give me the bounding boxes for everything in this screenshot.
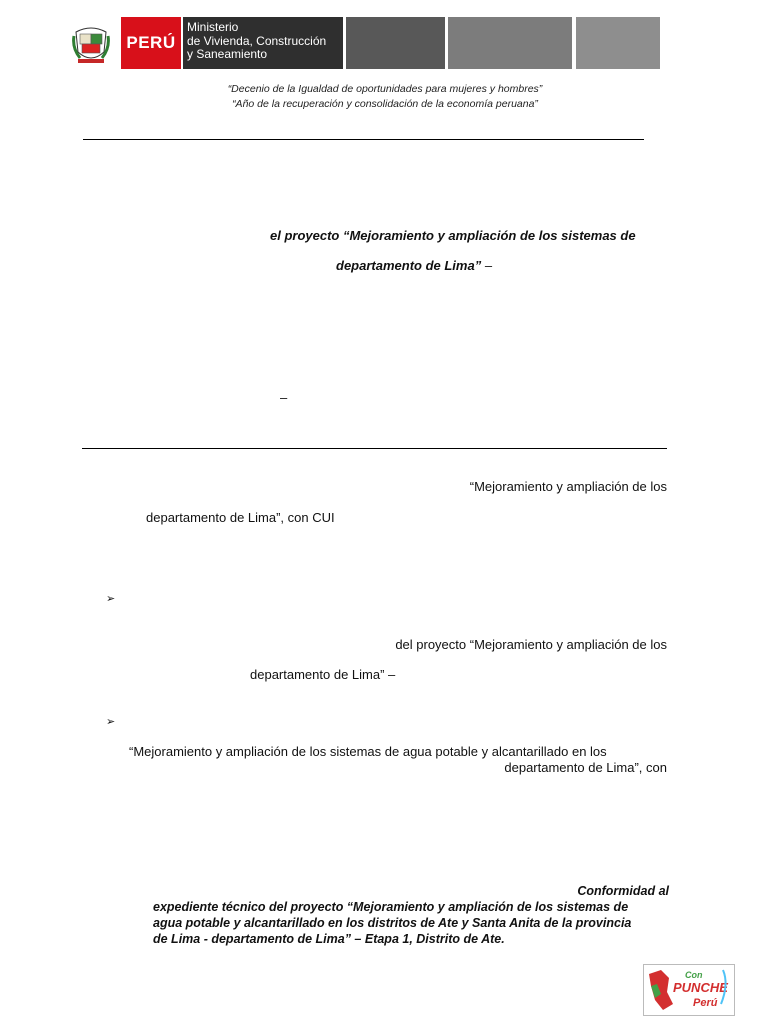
section-divider: [82, 448, 667, 449]
conclusion-line-3: agua potable y alcantarillado en los distritos de Ate y Santa Anita de la provincia: [153, 916, 632, 930]
subject-dash: –: [280, 390, 288, 405]
paragraph-3-line-2: departamento de Lima”, con: [504, 760, 667, 775]
bullet-arrow-icon: ➢: [106, 716, 116, 728]
conclusion-line-4: de Lima - departamento de Lima” – Etapa 1, Distrito de Ate.: [153, 932, 505, 946]
subject-line-2: [336, 258, 492, 273]
peru-logo-box: [121, 17, 181, 69]
paragraph-1-line-2: departamento de Lima”, con CUI: [146, 510, 335, 525]
logo-word-con: Con: [685, 970, 703, 980]
ministry-logo-box: [183, 17, 343, 69]
paragraph-1-line-1: “Mejoramiento y ampliación de los: [469, 479, 667, 494]
subject-line-2-main: departamento de Lima”: [336, 258, 482, 273]
country-label: PERÚ: [126, 33, 176, 52]
header-divider: [83, 139, 644, 140]
header-gray-block: [346, 17, 445, 69]
conclusion-line-1: Conformidad al: [577, 884, 669, 898]
header-gray-block: [576, 17, 660, 69]
header-gray-block: [448, 17, 572, 69]
conclusion-line-2: expediente técnico del proyecto “Mejoramiento y ampliación de los sistemas de: [153, 900, 629, 914]
logo-word-punche: PUNCHE: [673, 980, 728, 995]
con-punche-peru-logo: [643, 964, 735, 1016]
ministry-line: y Saneamiento: [187, 47, 268, 61]
ministry-line: de Vivienda, Construcción: [187, 33, 327, 48]
motto-line-1: “Decenio de la Igualdad de oportunidades para mujeres y hombres”: [227, 83, 543, 95]
ministry-line: Ministerio: [187, 20, 239, 34]
subject-line-2-tail: –: [481, 258, 493, 273]
paragraph-2-line-2: departamento de Lima” –: [250, 667, 396, 682]
paragraph-2-line-1: del proyecto “Mejoramiento y ampliación de los: [395, 637, 667, 652]
paragraph-3-line-1: “Mejoramiento y ampliación de los sistemas de agua potable y alcantarillado en los: [129, 744, 607, 759]
motto-line-2: “Año de la recuperación y consolidación de la economía peruana”: [232, 98, 538, 110]
coat-of-arms-icon: [72, 22, 110, 66]
bullet-arrow-icon: ➢: [106, 593, 116, 605]
logo-word-peru: Perú: [693, 997, 718, 1009]
subject-line-1: el proyecto “Mejoramiento y ampliación de los sistemas de: [270, 228, 636, 243]
